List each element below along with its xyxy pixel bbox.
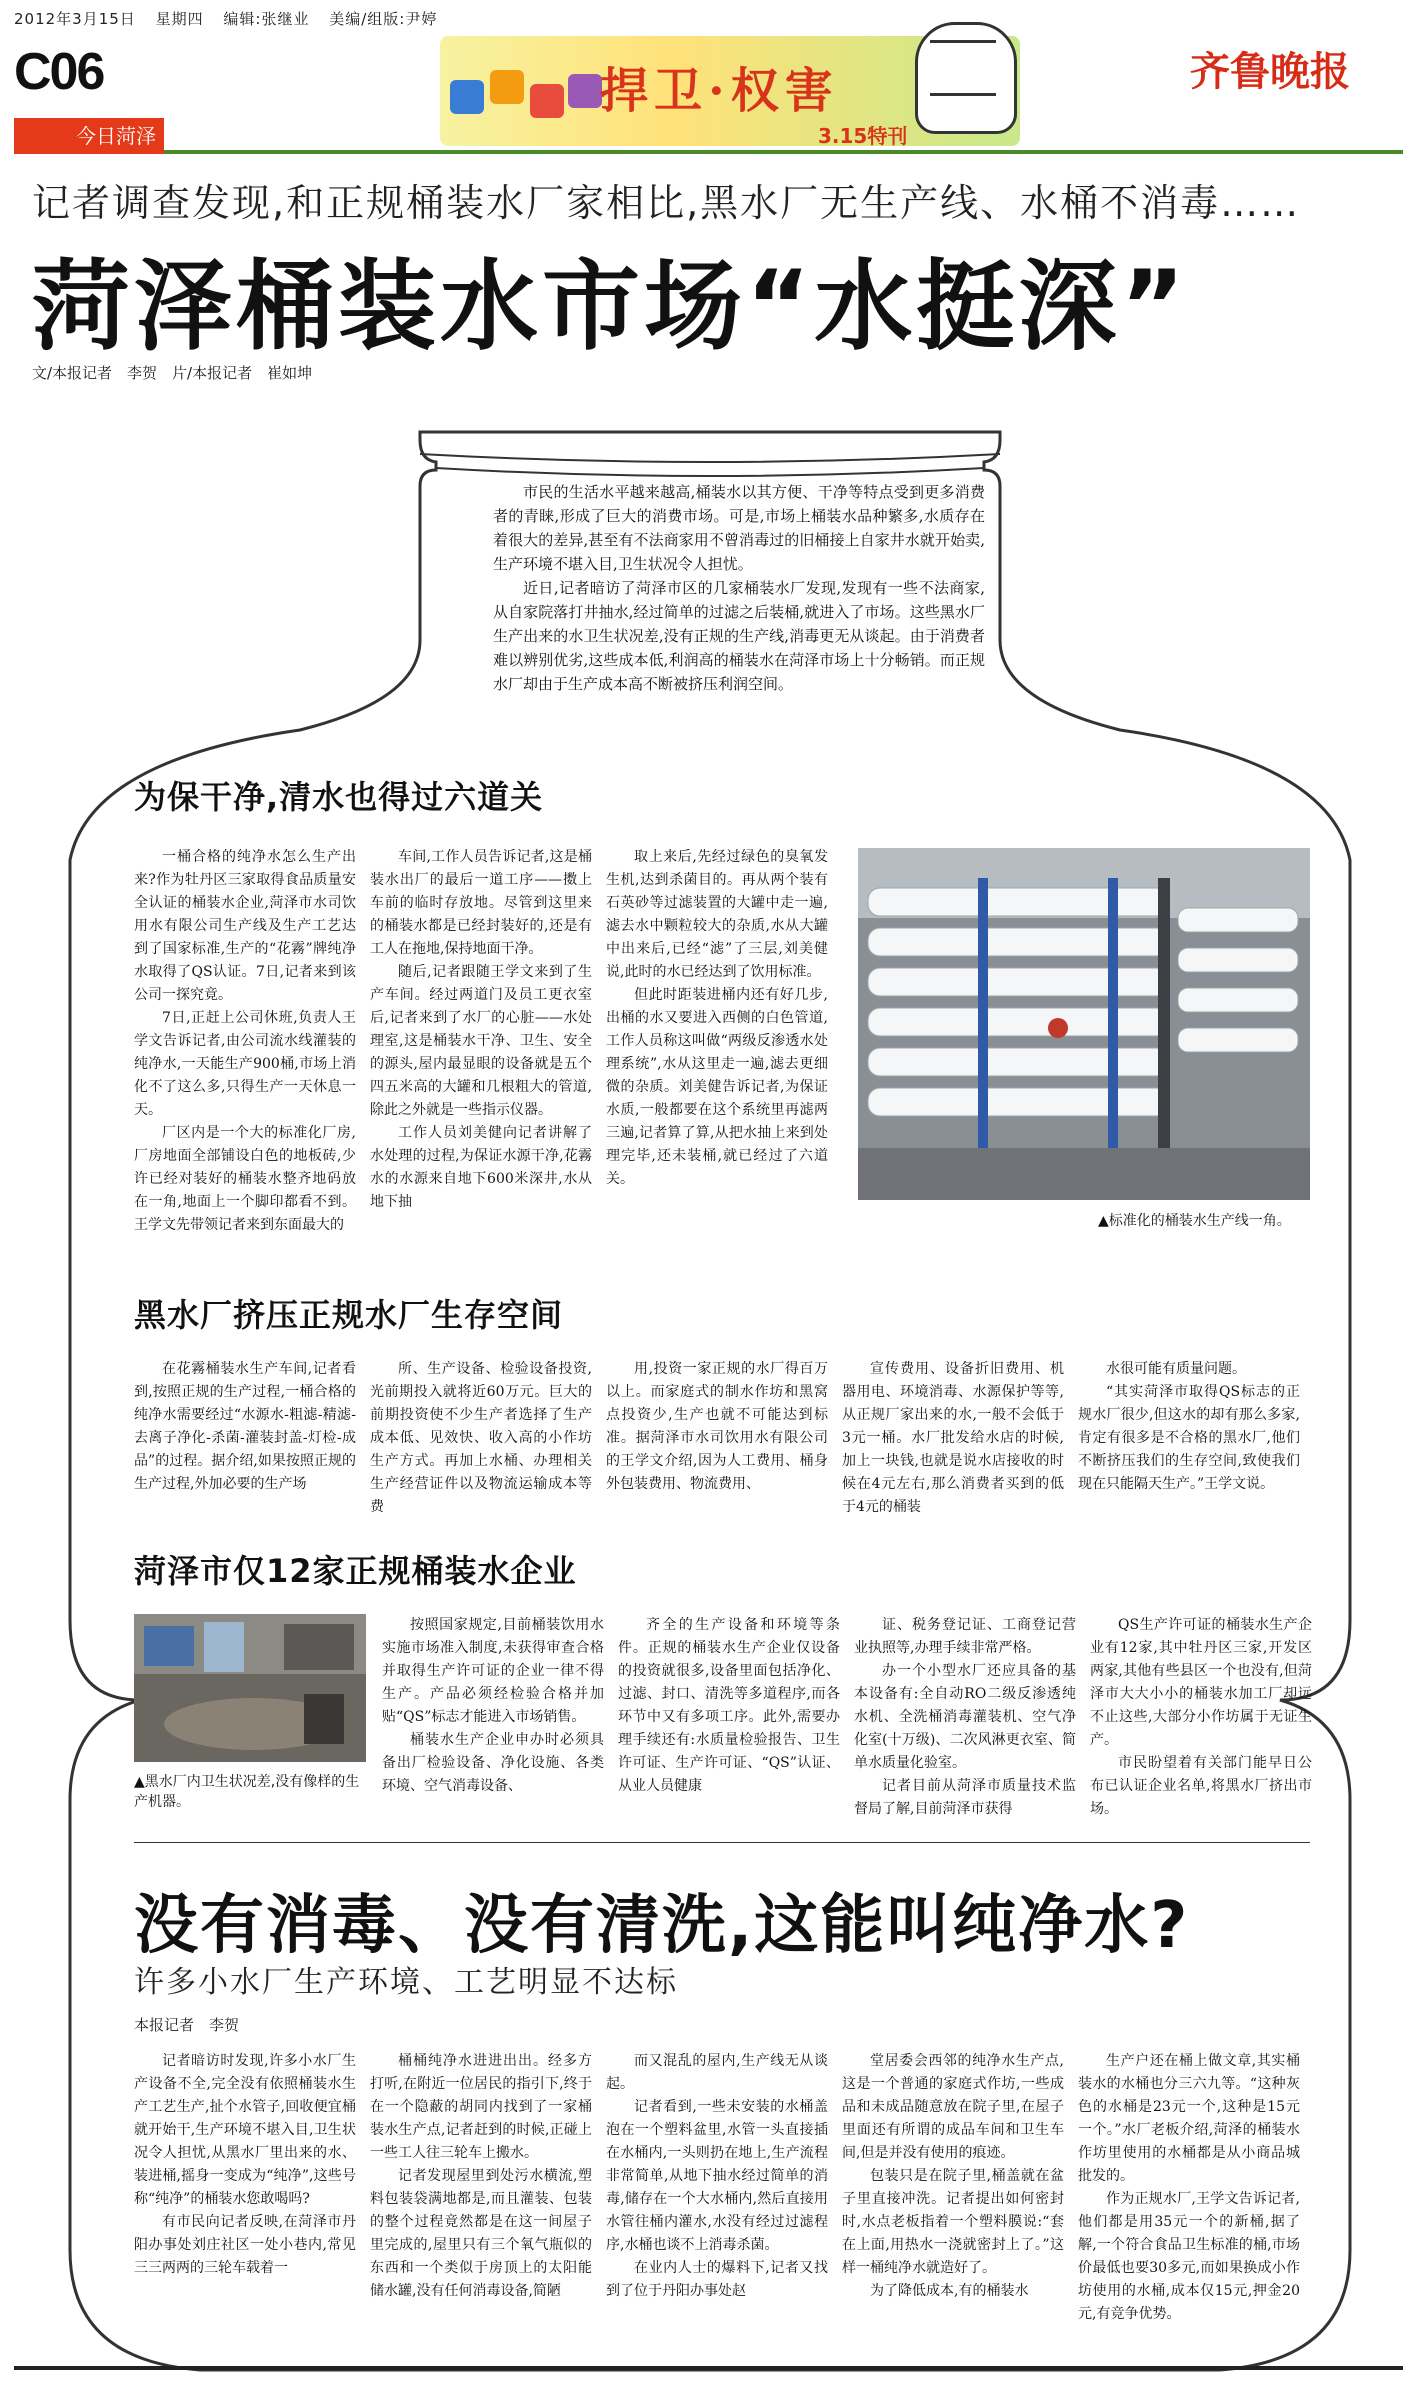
section2-column bbox=[606, 1358, 828, 1496]
production-line-photo bbox=[858, 848, 1310, 1200]
paragraph: 办一个小型水厂还应具备的基本设备有:全自动RO二级反渗透纯水机、全洗桶消毒灌装机、空气净化室(十万级)、二次风淋更衣室、简单水质量化验室。 bbox=[854, 1663, 1076, 1771]
paragraph: 一桶合格的纯净水怎么生产出来?作为牡丹区三家取得食品质量安全认证的桶装水企业,菏泽市水司饮用水有限公司生产线及生产工艺达到了国家标准,生产的“花霧”牌纯净水取得了QS认证。7日,记者来到该公司一探究竟。 bbox=[134, 849, 356, 1003]
paragraph: 车间,工作人员告诉记者,这是桶装水出厂的最后一道工序——擞上车前的临时存放地。尽管到这里来的桶装水都是已经封装好的,还是有工人在拖地,保持地面干净。 bbox=[370, 849, 592, 957]
article-headline: 菏泽桶装水市场“水挺深” bbox=[32, 250, 1189, 364]
divider bbox=[134, 1842, 1310, 1843]
article-kicker: 记者调查发现,和正规桶装水厂家相比,黑水厂无生产线、水桶不消毒…… bbox=[32, 181, 1301, 225]
section4-column bbox=[842, 2050, 1064, 2303]
paragraph: 而又混乱的屋内,生产线无从谈起。 bbox=[606, 2053, 828, 2092]
article-intro bbox=[493, 480, 985, 696]
paragraph: 在业内人士的爆料下,记者又找到了位于丹阳办事处赵 bbox=[606, 2260, 828, 2299]
section3-column bbox=[854, 1614, 1076, 1821]
paragraph: 在花霧桶装水生产车间,记者看到,按照正规的生产过程,一桶合格的纯净水需要经过“水源水-粗滤-精滤-去离子净化-杀菌-灌装封盖-灯检-成品”的过程。据介绍,如果按照正规的生产过程,外加必要的生产场 bbox=[134, 1361, 356, 1492]
paragraph: 水很可能有质量问题。 bbox=[1106, 1361, 1246, 1377]
paragraph: 厂区内是一个大的标准化厂房,厂房地面全部铺设白色的地板砖,少许已经对装好的桶装水整齐地码放在一角,地面上一个脚印都看不到。王学文先带领记者来到东面最大的 bbox=[134, 1125, 356, 1233]
section4-byline: 本报记者 李贺 bbox=[134, 2016, 240, 2034]
paragraph: 用,投资一家正规的水厂得百万以上。而家庭式的制水作坊和黑窝点投资少,生产也就不可能达到标准。据菏泽市水司饮用水有限公司的王学文介绍,因为人工费用、桶身外包装费用、物流费用、 bbox=[606, 1361, 828, 1492]
page-number: C06 bbox=[14, 43, 104, 101]
section2-title: 黑水厂挤压正规水厂生存空间 bbox=[134, 1296, 564, 1334]
photo-caption: ▲黑水厂内卫生状况差,没有像样的生产机器。 bbox=[134, 1774, 360, 1810]
paragraph: 桶装水生产企业申办时必须具备出厂检验设备、净化设施、各类环境、空气消毒设备、 bbox=[382, 1732, 604, 1794]
section3-column bbox=[618, 1614, 840, 1798]
black-factory-photo bbox=[134, 1614, 366, 1762]
section4-column bbox=[370, 2050, 592, 2303]
paragraph: 生产户还在桶上做文章,其实桶装水的水桶也分三六九等。“这种灰色的水桶是23元一个,这种是15元一个。”水厂老板介绍,菏泽的桶装水作坊里使用的水桶都是从小商品城批发的。 bbox=[1078, 2053, 1300, 2184]
paragraph: 堂居委会西邻的纯净水生产点,这是一个普通的家庭式作坊,一些成品和未成品随意放在院子里,在屋子里面还有所谓的成品车间和卫生车间,但是并没有使用的痕迹。 bbox=[842, 2053, 1064, 2161]
paragraph: 记者看到,一些未安装的水桶盖泡在一个塑料盆里,水管一头直接插在水桶内,一头则扔在地上,生产流程非常简单,从地下抽水经过简单的消毒,储存在一个大水桶内,然后直接用水管往桶内灌水,水没有经过过滤程序,水桶也谈不上消毒杀菌。 bbox=[606, 2099, 828, 2253]
section2-column bbox=[842, 1358, 1064, 1519]
paragraph: 记者发现屋里到处污水横流,塑料包装袋满地都是,而且灌装、包装的整个过程竟然都是在这一间屋子里完成的,屋里只有三个氧气瓶似的东西和一个类似于房顶上的太阳能储水罐,没有任何消毒设备,简陋 bbox=[370, 2168, 592, 2299]
section1-column bbox=[134, 846, 356, 1237]
section1-column bbox=[370, 846, 592, 1214]
paragraph: 作为正规水厂,王学文告诉记者,他们都是用35元一个的新桶,据了解,一个符合食品卫生标准的桶,市场价最低也要30多元,而如果换成小作坊使用的水桶,成本仅15元,押金20元,有竞争优势。 bbox=[1078, 2191, 1300, 2322]
paragraph: 市民盼望着有关部门能早日公布已认证企业名单,将黑水厂挤出市场。 bbox=[1090, 1755, 1312, 1817]
newspaper-masthead: 齐鲁晚报 bbox=[1190, 48, 1350, 95]
article-byline: 文/本报记者 李贺 片/本报记者 崔如坤 bbox=[32, 364, 313, 382]
section2-column bbox=[1078, 1358, 1300, 1496]
banner-subtitle: 3.15特刊 bbox=[818, 124, 908, 148]
issue-editor: 编辑:张继业 bbox=[223, 10, 310, 28]
paragraph: 所、生产设备、检验设备投资,光前期投入就将近60万元。巨大的前期投资使不少生产者选择了生产成本低、见效快、收入高的小作坊生产方式。再加上水桶、办理相关生产经营证件以及物流运输成本等费 bbox=[370, 1361, 592, 1515]
paragraph: 随后,记者跟随王学文来到了生产车间。经过两道门及员工更衣室后,记者来到了水厂的心脏——水处理室,这是桶装水干净、卫生、安全的源头,屋内最显眼的设备就是五个四五米高的大罐和几根粗大的管道,除此之外就是一些指示仪器。 bbox=[370, 964, 592, 1118]
paragraph: 取上来后,先经过绿色的臭氧发生机,达到杀菌目的。再从两个装有石英砂等过滤装置的大罐中走一遍,滤去水中颗粒较大的杂质,水从大罐中出来后,已经“滤”了三层,刘美健说,此时的水已经达到了饮用标准。 bbox=[606, 849, 828, 980]
paragraph: 记者目前从菏泽市质量技术监督局了解,目前菏泽市获得 bbox=[854, 1778, 1076, 1817]
intro-paragraph: 近日,记者暗访了菏泽市区的几家桶装水厂发现,发现有一些不法商家,从自家院落打井抽水,经过简单的过滤之后装桶,就进入了市场。这些黑水厂生产出来的水卫生状况差,没有正规的生产线,消毒更无从谈起。由于消费者难以辨别优劣,这些成本低,利润高的桶装水在菏泽市场上十分畅销。而正规水厂却由于生产成本高不断被挤压利润空间。 bbox=[493, 579, 985, 693]
paragraph: 包装只是在院子里,桶盖就在盆子里直接冲洗。记者提出如何密封时,水点老板指着一个塑料膜说:“套在上面,用热水一浇就密封上了。”这样一桶纯净水就造好了。 bbox=[842, 2168, 1064, 2276]
section3-column bbox=[382, 1614, 604, 1798]
paragraph: 宣传费用、设备折旧费用、机器用电、环境消毒、水源保护等等,从正规厂家出来的水,一般不会低于3元一桶。水厂批发给水店的时候,加上一块钱,也就是说水店接收的时候在4元左右,那么消费者买到的低于4元的桶装 bbox=[842, 1361, 1064, 1515]
issue-designer: 美编/组版:尹婷 bbox=[329, 10, 438, 28]
page-bottom-rule bbox=[14, 2366, 1403, 2370]
section2-column bbox=[134, 1358, 356, 1496]
paragraph: 7日,正赶上公司休班,负责人王学文告诉记者,由公司流水线灌装的纯净水,一天能生产900桶,市场上消化不了这么多,只得生产一天休息一天。 bbox=[134, 1010, 356, 1118]
paragraph: 记者暗访时发现,许多小水厂生产设备不全,完全没有依照桶装水生产工艺生产,扯个水管子,回收便宜桶就开始干,生产环境不堪入目,卫生状况令人担忧,从黑水厂里出来的水、装进桶,摇身一变成为“纯净”,这些号称“纯净”的桶装水您敢喝吗? bbox=[134, 2053, 356, 2207]
section2-column bbox=[370, 1358, 592, 1519]
section-tab: 今日菏泽 bbox=[14, 118, 164, 154]
section3-title: 菏泽市仅12家正规桶装水企业 bbox=[134, 1552, 577, 1590]
section4-subtitle: 许多小水厂生产环境、工艺明显不达标 bbox=[134, 1965, 678, 2000]
issue-weekday: 星期四 bbox=[155, 10, 204, 28]
paragraph: QS生产许可证的桶装水生产企业有12家,其中牡丹区三家,开发区两家,其他有些县区一个也没有,但菏泽市大大小小的桶装水加工厂却远不止这些,大部分小作坊属于无证生产。 bbox=[1090, 1617, 1312, 1748]
section4-title: 没有消毒、没有清洗,这能叫纯净水? bbox=[134, 1889, 1190, 1963]
paragraph: 但此时距装进桶内还有好几步,出桶的水又要进入西侧的白色管道,工作人员称这叫做“两级反渗透水处理系统”,水从这里走一遍,滤去更细微的杂质。刘美健告诉记者,为保证水质,一般都要在这个系统里再滤两三遍,记者算了算,从把水抽上来到处理完毕,还未装桶,就已经过了六道关。 bbox=[606, 987, 828, 1187]
paragraph: 桶桶纯净水进进出出。经多方打听,在附近一位居民的指引下,终于在一个隐蔽的胡同内找到了一家桶装水生产点,记者赶到的时候,正碰上一些工人往三轮车上搬水。 bbox=[370, 2053, 592, 2161]
paragraph: 证、税务登记证、工商登记营业执照等,办理手续非常严格。 bbox=[854, 1617, 1076, 1656]
paragraph: 有市民向记者反映,在菏泽市丹阳办事处刘庄社区一处小巷内,常见三三两两的三轮车载着一 bbox=[134, 2214, 356, 2276]
paragraph: 为了降低成本,有的桶装水 bbox=[870, 2283, 1029, 2299]
section3-column bbox=[1090, 1614, 1312, 1821]
photo-caption: ▲标准化的桶装水生产线一角。 bbox=[1098, 1213, 1291, 1229]
banner-title: 捍卫·权害 bbox=[600, 63, 839, 119]
paragraph: 工作人员刘美健向记者讲解了水处理的过程,为保证水源干净,花霧水的水源来自地下600米深井,水从地下抽 bbox=[370, 1125, 592, 1210]
section4-column bbox=[134, 2050, 356, 2280]
section4-column bbox=[1078, 2050, 1300, 2326]
paragraph: “其实菏泽市取得QS标志的正规水厂很少,但这水的却有那么多家,肯定有很多是不合格的黑水厂,他们不断挤压我们的生存空间,致使我们现在只能隔天生产。”王学文说。 bbox=[1078, 1384, 1300, 1492]
section1-column bbox=[606, 846, 828, 1191]
paragraph: 按照国家规定,目前桶装饮用水实施市场准入制度,未获得审查合格并取得生产许可证的企业一律不得生产。产品必须经检验合格并加贴“QS”标志才能进入市场销售。 bbox=[382, 1617, 604, 1725]
section4-column bbox=[606, 2050, 828, 2303]
issue-date: 2012年3月15日 bbox=[14, 10, 136, 28]
paragraph: 齐全的生产设备和环境等条件。正规的桶装水生产企业仅设备的投资就很多,设备里面包括净化、过滤、封口、清洗等多道程序,而各环节中又有多项工序。此外,需要办理手续还有:水质量检验报告、卫生许可证、生产许可证、“QS”认证、从业人员健康 bbox=[618, 1617, 840, 1794]
section1-title: 为保干净,清水也得过六道关 bbox=[134, 778, 544, 816]
intro-paragraph: 市民的生活水平越来越高,桶装水以其方便、干净等特点受到更多消费者的青睐,形成了巨大的消费市场。可是,市场上桶装水品种繁多,水质存在着很大的差异,甚至有不法商家用不曾消毒过的旧桶接上自家井水就开始卖,生产环境不堪入目,卫生状况令人担忧。 bbox=[493, 483, 985, 573]
